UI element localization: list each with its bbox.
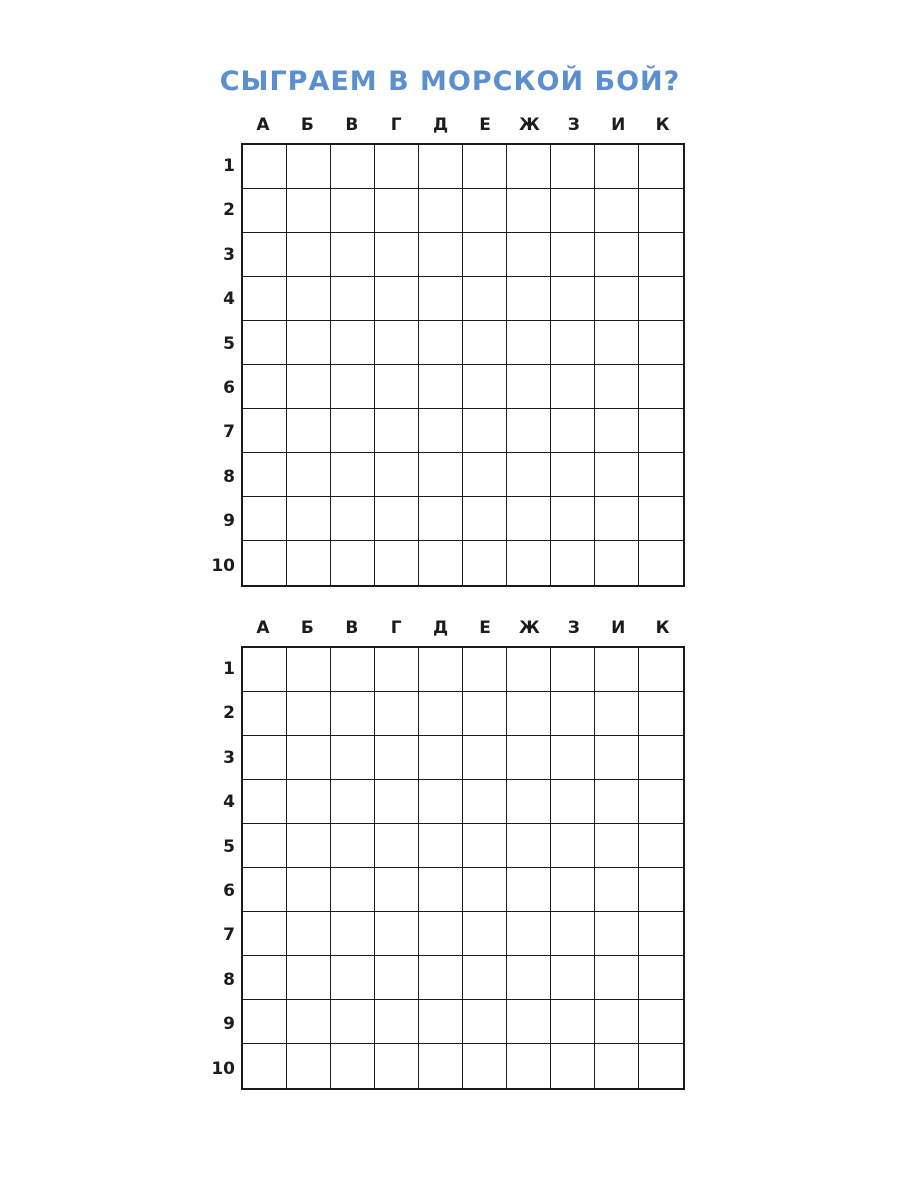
row-label: 3 xyxy=(223,747,235,768)
grid-cell[interactable] xyxy=(639,956,683,1000)
grid-cell[interactable] xyxy=(243,1044,287,1088)
grid-cell[interactable] xyxy=(375,912,419,956)
grid-cell[interactable] xyxy=(639,189,683,233)
grid-cell[interactable] xyxy=(419,233,463,277)
grid-cell[interactable] xyxy=(243,541,287,585)
row-label: 8 xyxy=(223,969,235,990)
grid-cell[interactable] xyxy=(507,1000,551,1044)
grid-cell[interactable] xyxy=(507,956,551,1000)
row-label: 8 xyxy=(223,466,235,487)
grid-cell[interactable] xyxy=(331,692,375,736)
grid-cell[interactable] xyxy=(463,868,507,912)
column-label: А xyxy=(256,618,270,638)
grid-cell[interactable] xyxy=(419,497,463,541)
grid-cell[interactable] xyxy=(331,1044,375,1088)
grid-cell[interactable] xyxy=(463,321,507,365)
grid-cell[interactable] xyxy=(375,453,419,497)
column-label: Б xyxy=(300,115,314,135)
grid-cell[interactable] xyxy=(639,912,683,956)
grid-cell[interactable] xyxy=(287,277,331,321)
grid-cell[interactable] xyxy=(463,956,507,1000)
grid-cell[interactable] xyxy=(331,321,375,365)
grid-cell[interactable] xyxy=(331,824,375,868)
grid-cell[interactable] xyxy=(639,365,683,409)
grid-cell[interactable] xyxy=(375,365,419,409)
grid-cell[interactable] xyxy=(287,321,331,365)
grid-cell[interactable] xyxy=(331,189,375,233)
column-label: И xyxy=(611,115,626,135)
grid-cell[interactable] xyxy=(507,868,551,912)
grid-cell[interactable] xyxy=(243,497,287,541)
grid-cell[interactable] xyxy=(595,736,639,780)
grid-cell[interactable] xyxy=(595,497,639,541)
grid-cell[interactable] xyxy=(287,365,331,409)
column-label: Д xyxy=(433,115,449,135)
grid-cell[interactable] xyxy=(287,189,331,233)
grid-cell[interactable] xyxy=(375,233,419,277)
grid-cell[interactable] xyxy=(595,956,639,1000)
grid-cell[interactable] xyxy=(331,956,375,1000)
grid-cell[interactable] xyxy=(331,541,375,585)
page-title: СЫГРАЕМ В МОРСКОЙ БОЙ? xyxy=(219,66,681,97)
column-label: А xyxy=(256,115,270,135)
grid-cell[interactable] xyxy=(507,321,551,365)
grid-cell[interactable] xyxy=(551,1000,595,1044)
grid-cell[interactable] xyxy=(551,912,595,956)
grid-cell[interactable] xyxy=(595,912,639,956)
grid-cell[interactable] xyxy=(595,824,639,868)
column-label: З xyxy=(567,618,580,638)
row-label: 6 xyxy=(223,378,235,398)
column-label: Г xyxy=(390,618,402,638)
grid-cell[interactable] xyxy=(595,1000,639,1044)
grid-cell[interactable] xyxy=(463,233,507,277)
grid-cell[interactable] xyxy=(507,189,551,233)
grid-cell[interactable] xyxy=(419,321,463,365)
column-label: Д xyxy=(433,618,449,638)
row-label: 4 xyxy=(223,792,235,813)
grid-cell[interactable] xyxy=(243,824,287,868)
grid-cell[interactable] xyxy=(551,1044,595,1088)
grid-cell[interactable] xyxy=(595,277,639,321)
grid-cell[interactable] xyxy=(419,692,463,736)
grid-cell[interactable] xyxy=(287,912,331,956)
grid-cell[interactable] xyxy=(463,277,507,321)
grid-cell[interactable] xyxy=(463,189,507,233)
grid-cell[interactable] xyxy=(595,409,639,453)
grid-cell[interactable] xyxy=(595,233,639,277)
grid-cell[interactable] xyxy=(551,956,595,1000)
row-label: 4 xyxy=(223,289,235,310)
grid-cell[interactable] xyxy=(419,541,463,585)
grid-cell[interactable] xyxy=(331,277,375,321)
grid-cell[interactable] xyxy=(331,453,375,497)
grid-cell[interactable] xyxy=(419,1044,463,1088)
grid-cell[interactable] xyxy=(375,648,419,692)
grid-cell[interactable] xyxy=(287,648,331,692)
grid-cell[interactable] xyxy=(243,780,287,824)
grid-cell[interactable] xyxy=(375,824,419,868)
column-label: К xyxy=(655,618,670,638)
grid-cell[interactable] xyxy=(463,1000,507,1044)
grid-cell[interactable] xyxy=(375,780,419,824)
grid-cell[interactable] xyxy=(331,912,375,956)
grid-cell[interactable] xyxy=(463,365,507,409)
grid-cell[interactable] xyxy=(375,409,419,453)
column-label: К xyxy=(655,115,670,135)
grid-cell[interactable] xyxy=(331,365,375,409)
grid-cell[interactable] xyxy=(463,1044,507,1088)
grid-cell[interactable] xyxy=(639,1000,683,1044)
grid-cell[interactable] xyxy=(375,189,419,233)
row-label: 7 xyxy=(223,422,235,443)
grid-cell[interactable] xyxy=(463,736,507,780)
row-label: 2 xyxy=(223,703,235,724)
grid-cell[interactable] xyxy=(287,145,331,189)
grid-cell[interactable] xyxy=(419,780,463,824)
column-label: Е xyxy=(479,618,491,638)
grid-cell[interactable] xyxy=(419,453,463,497)
grid-cell[interactable] xyxy=(463,541,507,585)
grid-cell[interactable] xyxy=(463,145,507,189)
grid-cell[interactable] xyxy=(463,497,507,541)
grid-cell[interactable] xyxy=(463,409,507,453)
grid-cell[interactable] xyxy=(331,145,375,189)
grid-cell[interactable] xyxy=(243,145,287,189)
grid-cell[interactable] xyxy=(287,780,331,824)
grid-cell[interactable] xyxy=(243,189,287,233)
grid-cell[interactable] xyxy=(507,648,551,692)
grid-cell[interactable] xyxy=(375,277,419,321)
grid-cell[interactable] xyxy=(375,692,419,736)
grid-cell[interactable] xyxy=(243,453,287,497)
grid-cell[interactable] xyxy=(639,868,683,912)
grid-cell[interactable] xyxy=(287,1044,331,1088)
grid-cell[interactable] xyxy=(639,692,683,736)
grid-cell[interactable] xyxy=(287,736,331,780)
grid-cell[interactable] xyxy=(639,541,683,585)
grid-cell[interactable] xyxy=(551,453,595,497)
grid-cell[interactable] xyxy=(419,956,463,1000)
grid-cell[interactable] xyxy=(551,541,595,585)
grid-cell[interactable] xyxy=(551,365,595,409)
grid-cell[interactable] xyxy=(463,780,507,824)
grid-cell[interactable] xyxy=(243,365,287,409)
grid-cell[interactable] xyxy=(419,365,463,409)
grid-cell[interactable] xyxy=(287,409,331,453)
grid-cell[interactable] xyxy=(331,233,375,277)
grid-cell[interactable] xyxy=(507,497,551,541)
grid-cell[interactable] xyxy=(507,277,551,321)
grid-cell[interactable] xyxy=(639,736,683,780)
grid-cell[interactable] xyxy=(463,648,507,692)
row-label: 5 xyxy=(223,333,235,354)
grid-cell[interactable] xyxy=(287,868,331,912)
grid-cell[interactable] xyxy=(243,321,287,365)
grid-cell[interactable] xyxy=(419,648,463,692)
column-label: В xyxy=(345,115,359,135)
grid-cell[interactable] xyxy=(551,824,595,868)
grid-cell[interactable] xyxy=(419,912,463,956)
row-label: 10 xyxy=(211,555,235,576)
grid-cell[interactable] xyxy=(375,1044,419,1088)
row-label: 7 xyxy=(223,925,235,946)
grid-cell[interactable] xyxy=(639,145,683,189)
row-label: 9 xyxy=(223,1014,235,1035)
grid-cell[interactable] xyxy=(463,824,507,868)
grid-cell[interactable] xyxy=(639,233,683,277)
grid-cell[interactable] xyxy=(419,868,463,912)
grid-cell[interactable] xyxy=(375,497,419,541)
grid-cell[interactable] xyxy=(331,648,375,692)
grid-cell[interactable] xyxy=(243,736,287,780)
grid-cell[interactable] xyxy=(551,868,595,912)
grid-cell[interactable] xyxy=(507,824,551,868)
column-label: З xyxy=(567,115,580,135)
grid-cell[interactable] xyxy=(595,1044,639,1088)
column-label: И xyxy=(611,618,626,638)
grid-cell[interactable] xyxy=(595,692,639,736)
grid-cell[interactable] xyxy=(463,453,507,497)
grid-cell[interactable] xyxy=(287,956,331,1000)
grid-cell[interactable] xyxy=(243,233,287,277)
grid-cell[interactable] xyxy=(243,1000,287,1044)
grid-cell[interactable] xyxy=(243,868,287,912)
column-label: В xyxy=(345,618,359,638)
grid-cell[interactable] xyxy=(595,648,639,692)
grid-cell[interactable] xyxy=(419,277,463,321)
grid-cell[interactable] xyxy=(287,497,331,541)
grid-cell[interactable] xyxy=(507,912,551,956)
grid-cell[interactable] xyxy=(551,233,595,277)
grid-cell[interactable] xyxy=(375,736,419,780)
grid-cell[interactable] xyxy=(375,145,419,189)
row-label: 5 xyxy=(223,836,235,857)
grid-cell[interactable] xyxy=(639,1044,683,1088)
grid-cell[interactable] xyxy=(331,497,375,541)
grid-cell[interactable] xyxy=(243,912,287,956)
grid-cell[interactable] xyxy=(551,497,595,541)
grid-cell[interactable] xyxy=(419,824,463,868)
grid-cell[interactable] xyxy=(463,912,507,956)
grid-cell[interactable] xyxy=(243,956,287,1000)
grid-cell[interactable] xyxy=(595,868,639,912)
row-label: 10 xyxy=(211,1058,235,1079)
grid-cell[interactable] xyxy=(551,145,595,189)
game-grid xyxy=(241,646,685,1090)
grid-cell[interactable] xyxy=(331,736,375,780)
game-grid xyxy=(241,143,685,587)
grid-cell[interactable] xyxy=(551,321,595,365)
grid-cell[interactable] xyxy=(507,145,551,189)
grid-cell[interactable] xyxy=(551,692,595,736)
column-label: Г xyxy=(390,115,402,135)
grid-cell[interactable] xyxy=(639,824,683,868)
grid-cell[interactable] xyxy=(639,277,683,321)
grid-cell[interactable] xyxy=(287,541,331,585)
column-label: Е xyxy=(479,115,491,135)
grid-cell[interactable] xyxy=(287,692,331,736)
grid-cell[interactable] xyxy=(463,692,507,736)
grid-cell[interactable] xyxy=(419,145,463,189)
grid-cell[interactable] xyxy=(419,736,463,780)
grid-cell[interactable] xyxy=(287,233,331,277)
grid-cell[interactable] xyxy=(331,1000,375,1044)
grid-cell[interactable] xyxy=(287,1000,331,1044)
grid-cell[interactable] xyxy=(595,321,639,365)
grid-cell[interactable] xyxy=(595,453,639,497)
grid-cell[interactable] xyxy=(551,189,595,233)
grid-cell[interactable] xyxy=(551,277,595,321)
grid-cell[interactable] xyxy=(287,453,331,497)
row-label: 3 xyxy=(223,244,235,265)
grid-cell[interactable] xyxy=(595,780,639,824)
grid-cell[interactable] xyxy=(287,824,331,868)
grid-cell[interactable] xyxy=(595,189,639,233)
column-label: Ж xyxy=(518,115,540,135)
grid-cell[interactable] xyxy=(419,409,463,453)
grid-cell[interactable] xyxy=(507,780,551,824)
grid-cell[interactable] xyxy=(639,409,683,453)
grid-cell[interactable] xyxy=(639,453,683,497)
grid-cell[interactable] xyxy=(243,692,287,736)
grid-cell[interactable] xyxy=(551,780,595,824)
grid-cell[interactable] xyxy=(419,1000,463,1044)
grid-cell[interactable] xyxy=(419,189,463,233)
grid-cell[interactable] xyxy=(551,736,595,780)
grid-cell[interactable] xyxy=(243,277,287,321)
grid-cell[interactable] xyxy=(243,409,287,453)
grid-cell[interactable] xyxy=(639,648,683,692)
grid-cell[interactable] xyxy=(375,541,419,585)
grid-cell[interactable] xyxy=(507,541,551,585)
grid-cell[interactable] xyxy=(639,321,683,365)
grid-cell[interactable] xyxy=(507,1044,551,1088)
grid-cell[interactable] xyxy=(375,956,419,1000)
row-label: 2 xyxy=(223,200,235,221)
grid-cell[interactable] xyxy=(639,497,683,541)
grid-cell[interactable] xyxy=(551,648,595,692)
column-label: Ж xyxy=(518,618,540,638)
grid-cell[interactable] xyxy=(507,692,551,736)
grid-cell[interactable] xyxy=(507,409,551,453)
grid-cell[interactable] xyxy=(375,321,419,365)
grid-cell[interactable] xyxy=(507,453,551,497)
column-label: Б xyxy=(300,618,314,638)
grid-cell[interactable] xyxy=(331,868,375,912)
grid-cell[interactable] xyxy=(507,736,551,780)
grid-cell[interactable] xyxy=(551,409,595,453)
grid-cell[interactable] xyxy=(507,365,551,409)
grid-cell[interactable] xyxy=(595,541,639,585)
grid-cell[interactable] xyxy=(331,780,375,824)
grid-cell[interactable] xyxy=(243,648,287,692)
grid-cell[interactable] xyxy=(375,1000,419,1044)
grid-cell[interactable] xyxy=(331,409,375,453)
grid-cell[interactable] xyxy=(595,145,639,189)
grid-cell[interactable] xyxy=(375,868,419,912)
row-label: 1 xyxy=(223,659,235,679)
grid-cell[interactable] xyxy=(507,233,551,277)
row-label: 1 xyxy=(223,156,235,176)
row-label: 9 xyxy=(223,511,235,532)
grid-cell[interactable] xyxy=(595,365,639,409)
row-label: 6 xyxy=(223,881,235,901)
grid-cell[interactable] xyxy=(639,780,683,824)
